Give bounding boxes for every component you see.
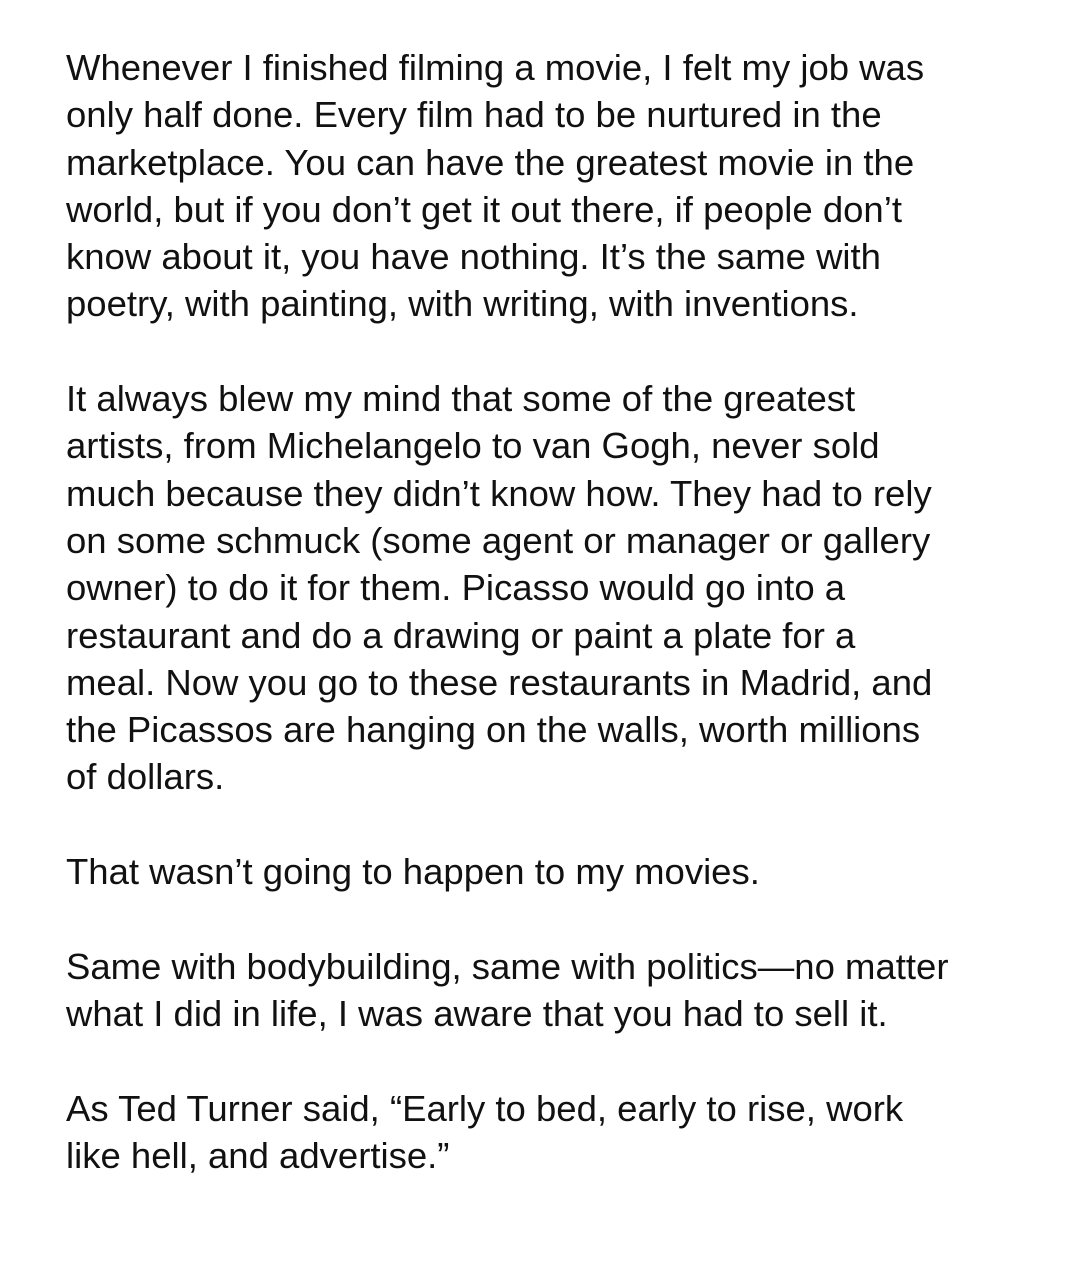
text-line: That wasn’t going to happen to my movies. xyxy=(66,851,760,893)
paragraph-2 xyxy=(66,375,1046,801)
text-line: world, but if you don’t get it out there, if people don’t xyxy=(66,188,902,230)
text-line: Same with bodybuilding, same with politics—no matter xyxy=(66,945,949,987)
paragraph-3 xyxy=(66,848,1046,895)
text-line: It always blew my mind that some of the greatest xyxy=(66,378,856,420)
text-line: like hell, and advertise.” xyxy=(66,1134,450,1176)
text-line: meal. Now you go to these restaurants in Madrid, and xyxy=(66,661,933,703)
text-line: restaurant and do a drawing or paint a plate for a xyxy=(66,614,856,656)
text-line: owner) to do it for them. Picasso would go into a xyxy=(66,567,846,609)
text-line: much because they didn’t know how. They had to rely xyxy=(66,472,932,514)
text-line: on some schmuck (some agent or manager or gallery xyxy=(66,519,931,561)
text-line: Whenever I finished filming a movie, I felt my job was xyxy=(66,47,925,88)
text-line: know about it, you have nothing. It’s the same with xyxy=(66,236,881,278)
text-line: of dollars. xyxy=(66,756,225,798)
text-line: marketplace. You can have the greatest movie in the xyxy=(66,141,915,183)
text-line: As Ted Turner said, “Early to bed, early to rise, work xyxy=(66,1087,904,1129)
text-line: artists, from Michelangelo to van Gogh, never sold xyxy=(66,425,880,467)
text-line: only half done. Every film had to be nurtured in the xyxy=(66,94,882,136)
paragraph-4 xyxy=(66,943,1046,1038)
text-line: the Picassos are hanging on the walls, worth millions xyxy=(66,709,921,751)
text-line: what I did in life, I was aware that you had to sell it. xyxy=(66,992,888,1034)
text-line: poetry, with painting, with writing, with inventions. xyxy=(66,283,859,325)
paragraph-5 xyxy=(66,1085,1046,1180)
paragraph-1 xyxy=(66,44,1046,328)
document-body xyxy=(66,44,1046,1179)
